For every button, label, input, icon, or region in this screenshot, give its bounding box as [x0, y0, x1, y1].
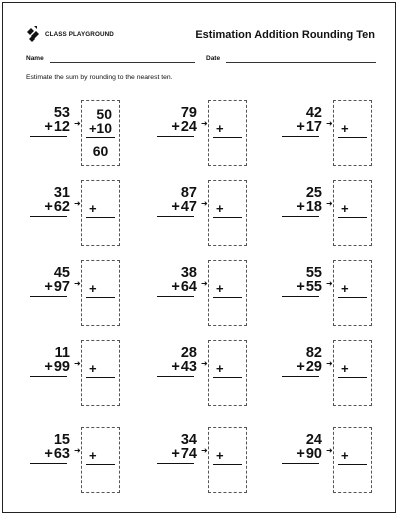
problem-1 [26, 100, 136, 190]
arrow-right-icon: ➜ [326, 279, 333, 288]
arrow-right-icon: ➜ [326, 119, 333, 128]
estimate-answer-box[interactable] [208, 427, 247, 493]
problem-4 [26, 180, 136, 270]
addend-bottom [44, 200, 70, 214]
arrow-right-icon: ➜ [201, 119, 208, 128]
estimate-rule [86, 297, 115, 298]
plus-sign: + [89, 121, 97, 136]
plus-sign: + [171, 446, 180, 462]
estimate-answer-box[interactable] [81, 180, 120, 246]
arrow-right-icon: ➜ [326, 199, 333, 208]
arrow-right-icon: ➜ [201, 279, 208, 288]
plus-sign: + [341, 201, 349, 216]
sum-rule [282, 463, 319, 464]
problem-15 [278, 427, 388, 517]
problem-2 [153, 100, 263, 190]
addend-bottom-value: 64 [180, 279, 197, 295]
addend-bottom [44, 360, 70, 374]
name-label: Name [26, 55, 44, 62]
estimate-answer-box[interactable] [81, 427, 120, 493]
problem-13 [26, 427, 136, 517]
problem-6 [278, 180, 388, 270]
plus-sign: + [44, 279, 53, 295]
plus-sign: + [89, 201, 97, 216]
plus-sign: + [44, 359, 53, 375]
addend-bottom-value: 90 [305, 446, 322, 462]
plus-sign: + [171, 199, 180, 215]
addend-bottom-value: 55 [305, 279, 322, 295]
plus-sign: + [341, 281, 349, 296]
arrow-right-icon: ➜ [201, 199, 208, 208]
problem-9 [278, 260, 388, 350]
sum-rule [30, 216, 67, 217]
addend-bottom [296, 447, 322, 461]
addend-bottom [296, 120, 322, 134]
plus-sign: + [216, 281, 224, 296]
addend-top: 82 [305, 345, 322, 361]
addend-bottom [296, 360, 322, 374]
sum-rule [282, 136, 319, 137]
sum-rule [157, 376, 194, 377]
plus-sign: + [216, 448, 224, 463]
addend-bottom-value: 47 [180, 199, 197, 215]
plus-sign: + [296, 199, 305, 215]
addend-bottom-value: 12 [53, 119, 70, 135]
sum-rule [30, 376, 67, 377]
addend-bottom [296, 280, 322, 294]
addend-top: 79 [180, 105, 197, 121]
arrow-right-icon: ➜ [201, 446, 208, 455]
addend-bottom-value: 18 [305, 199, 322, 215]
plus-sign: + [44, 119, 53, 135]
estimate-answer-box[interactable] [81, 260, 120, 326]
addend-bottom [44, 447, 70, 461]
addend-top: 24 [305, 432, 322, 448]
addend-bottom [44, 120, 70, 134]
name-field[interactable] [50, 62, 195, 63]
estimate-top: 50 [96, 106, 112, 122]
estimate-rule [213, 217, 242, 218]
sum-rule [282, 376, 319, 377]
estimate-rule [338, 464, 367, 465]
addend-top: 53 [53, 105, 70, 121]
estimate-rule [338, 297, 367, 298]
estimate-bottom: 10 [96, 120, 112, 136]
plus-sign: + [341, 448, 349, 463]
estimate-rule [213, 137, 242, 138]
arrow-right-icon: ➜ [326, 446, 333, 455]
plus-sign: + [44, 199, 53, 215]
addend-top: 42 [305, 105, 322, 121]
estimate-answer-box[interactable] [333, 427, 372, 493]
arrow-right-icon: ➜ [74, 199, 81, 208]
estimate-rule [213, 377, 242, 378]
addend-bottom-value: 99 [53, 359, 70, 375]
estimate-rule [86, 217, 115, 218]
estimate-answer-box[interactable] [81, 100, 120, 166]
sum-rule [157, 216, 194, 217]
estimate-answer-box[interactable] [208, 100, 247, 166]
instructions: Estimate the sum by rounding to the nearest ten. [26, 74, 173, 81]
addend-top: 31 [53, 185, 70, 201]
plus-sign: + [341, 361, 349, 376]
estimate-answer-box[interactable] [333, 260, 372, 326]
plus-sign: + [89, 448, 97, 463]
page-title: Estimation Addition Rounding Ten [195, 29, 375, 41]
problem-3 [278, 100, 388, 190]
addend-top: 45 [53, 265, 70, 281]
addend-top: 38 [180, 265, 197, 281]
date-field[interactable] [226, 62, 376, 63]
addend-bottom [171, 200, 197, 214]
problem-14 [153, 427, 263, 517]
sum-rule [30, 463, 67, 464]
estimate-sum: 60 [92, 143, 109, 159]
brand-name: CLASS PLAYGROUND [45, 30, 114, 38]
addend-top: 28 [180, 345, 197, 361]
addend-bottom-value: 63 [53, 446, 70, 462]
sum-rule [282, 216, 319, 217]
plus-sign: + [296, 279, 305, 295]
plus-sign: + [216, 201, 224, 216]
arrow-right-icon: ➜ [74, 279, 81, 288]
estimate-rule [338, 217, 367, 218]
problem-10 [26, 340, 136, 430]
addend-top: 34 [180, 432, 197, 448]
arrow-right-icon: ➜ [74, 119, 81, 128]
addend-top: 87 [180, 185, 197, 201]
addend-bottom-value: 62 [53, 199, 70, 215]
brand-logo [27, 26, 114, 42]
estimate-answer-box[interactable] [333, 180, 372, 246]
sum-rule [282, 296, 319, 297]
plus-sign: + [296, 446, 305, 462]
plus-sign: + [171, 279, 180, 295]
estimate-answer-box[interactable] [81, 340, 120, 406]
plus-sign: + [216, 121, 224, 136]
arrow-right-icon: ➜ [74, 446, 81, 455]
estimate-rule [86, 464, 115, 465]
plus-sign: + [171, 359, 180, 375]
sum-rule [157, 296, 194, 297]
addend-bottom-value: 17 [305, 119, 322, 135]
plus-sign: + [341, 121, 349, 136]
estimate-rule [86, 137, 115, 138]
estimate-rule [338, 137, 367, 138]
problem-12 [278, 340, 388, 430]
estimate-answer-box[interactable] [208, 180, 247, 246]
addend-top: 55 [305, 265, 322, 281]
sum-rule [157, 136, 194, 137]
arrow-right-icon: ➜ [201, 359, 208, 368]
estimate-answer-box[interactable] [333, 340, 372, 406]
addend-bottom [44, 280, 70, 294]
problem-7 [26, 260, 136, 350]
estimate-answer-box[interactable] [208, 340, 247, 406]
addend-bottom-value: 97 [53, 279, 70, 295]
estimate-rule [213, 297, 242, 298]
plus-sign: + [171, 119, 180, 135]
estimate-answer-box[interactable] [333, 100, 372, 166]
plus-sign: + [44, 446, 53, 462]
addend-bottom-value: 74 [180, 446, 197, 462]
addend-top: 11 [54, 345, 70, 361]
estimate-rule [338, 377, 367, 378]
addend-bottom [171, 360, 197, 374]
sum-rule [157, 463, 194, 464]
addend-bottom [171, 280, 197, 294]
problem-5 [153, 180, 263, 270]
estimate-rule [86, 377, 115, 378]
plus-sign: + [216, 361, 224, 376]
date-label: Date [206, 55, 221, 62]
problem-8 [153, 260, 263, 350]
diagonal-stripes-logo-icon [27, 26, 41, 42]
arrow-right-icon: ➜ [74, 359, 81, 368]
plus-sign: + [89, 281, 97, 296]
estimate-answer-box[interactable] [208, 260, 247, 326]
addend-bottom-value: 43 [180, 359, 197, 375]
addend-top: 15 [53, 432, 70, 448]
addend-bottom [171, 120, 197, 134]
sum-rule [30, 296, 67, 297]
addend-top: 25 [305, 185, 322, 201]
plus-sign: + [89, 361, 97, 376]
problem-11 [153, 340, 263, 430]
addend-bottom [171, 447, 197, 461]
arrow-right-icon: ➜ [326, 359, 333, 368]
sum-rule [30, 136, 67, 137]
estimate-rule [213, 464, 242, 465]
addend-bottom [296, 200, 322, 214]
plus-sign: + [296, 359, 305, 375]
addend-bottom-value: 24 [180, 119, 197, 135]
addend-bottom-value: 29 [305, 359, 322, 375]
plus-sign: + [296, 119, 305, 135]
